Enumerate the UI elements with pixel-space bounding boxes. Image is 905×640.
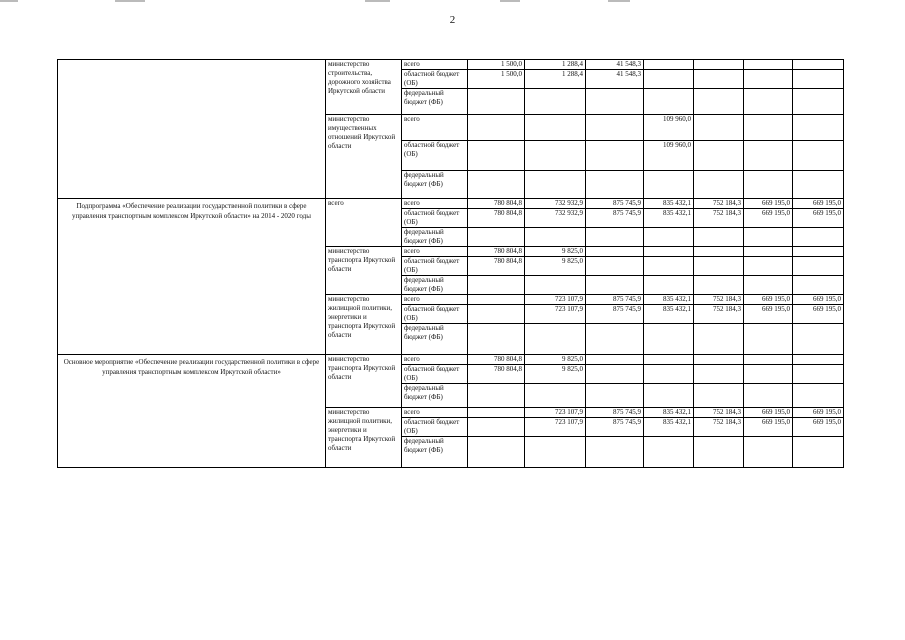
- amount-cell: 669 195,0: [744, 209, 793, 228]
- amount-cell: [694, 257, 744, 276]
- amount-cell: [644, 60, 694, 70]
- amount-cell: [744, 437, 793, 468]
- amount-cell: 835 432,1: [644, 295, 694, 305]
- amount-cell: 669 195,0: [793, 408, 844, 418]
- amount-cell: [468, 89, 525, 115]
- amount-cell: [586, 276, 644, 295]
- amount-cell: [644, 437, 694, 468]
- funding-source-cell: всего: [402, 355, 468, 365]
- amount-cell: [793, 247, 844, 257]
- amount-cell: [644, 247, 694, 257]
- amount-cell: [744, 228, 793, 247]
- amount-cell: [744, 60, 793, 70]
- amount-cell: 669 195,0: [744, 199, 793, 209]
- funding-source-cell: всего: [402, 115, 468, 141]
- amount-cell: 723 107,9: [525, 305, 586, 324]
- amount-cell: 109 960,0: [644, 141, 694, 171]
- amount-cell: [525, 228, 586, 247]
- amount-cell: [468, 305, 525, 324]
- funding-source-cell: областной бюджет (ОБ): [402, 365, 468, 384]
- amount-cell: 780 804,8: [468, 199, 525, 209]
- amount-cell: [644, 365, 694, 384]
- amount-cell: 41 548,3: [586, 70, 644, 89]
- amount-cell: [793, 276, 844, 295]
- amount-cell: [694, 437, 744, 468]
- amount-cell: 9 825,0: [525, 355, 586, 365]
- amount-cell: [468, 408, 525, 418]
- amount-cell: [525, 324, 586, 355]
- amount-cell: [744, 171, 793, 199]
- amount-cell: [468, 384, 525, 408]
- amount-cell: [586, 257, 644, 276]
- amount-cell: [793, 228, 844, 247]
- amount-cell: [525, 89, 586, 115]
- amount-cell: [644, 70, 694, 89]
- amount-cell: [468, 228, 525, 247]
- amount-cell: 835 432,1: [644, 408, 694, 418]
- amount-cell: [793, 355, 844, 365]
- amount-cell: [644, 89, 694, 115]
- funding-source-cell: всего: [402, 247, 468, 257]
- amount-cell: [744, 355, 793, 365]
- amount-cell: [793, 70, 844, 89]
- funding-source-cell: областной бюджет (ОБ): [402, 418, 468, 437]
- amount-cell: [694, 384, 744, 408]
- amount-cell: [468, 418, 525, 437]
- amount-cell: [694, 141, 744, 171]
- funding-source-cell: федеральный бюджет (ФБ): [402, 324, 468, 355]
- table-row: [58, 355, 844, 365]
- amount-cell: [586, 437, 644, 468]
- funding-source-cell: федеральный бюджет (ФБ): [402, 276, 468, 295]
- amount-cell: 780 804,8: [468, 355, 525, 365]
- funding-source-cell: федеральный бюджет (ФБ): [402, 384, 468, 408]
- amount-cell: [586, 141, 644, 171]
- amount-cell: 875 745,9: [586, 295, 644, 305]
- amount-cell: 41 548,3: [586, 60, 644, 70]
- executor-cell: министерство имущественных отношений Иркутской области: [326, 115, 402, 199]
- amount-cell: [468, 141, 525, 171]
- funding-source-cell: федеральный бюджет (ФБ): [402, 228, 468, 247]
- amount-cell: 723 107,9: [525, 408, 586, 418]
- amount-cell: [586, 365, 644, 384]
- page-number: 2: [449, 14, 456, 26]
- amount-cell: 9 825,0: [525, 257, 586, 276]
- amount-cell: [586, 247, 644, 257]
- funding-source-cell: федеральный бюджет (ФБ): [402, 89, 468, 115]
- amount-cell: 9 825,0: [525, 247, 586, 257]
- amount-cell: 875 745,9: [586, 418, 644, 437]
- amount-cell: [694, 70, 744, 89]
- amount-cell: [793, 171, 844, 199]
- amount-cell: [525, 115, 586, 141]
- scan-noise: [0, 0, 18, 2]
- amount-cell: [525, 141, 586, 171]
- amount-cell: 752 184,3: [694, 199, 744, 209]
- amount-cell: [586, 384, 644, 408]
- amount-cell: [793, 365, 844, 384]
- amount-cell: [586, 355, 644, 365]
- amount-cell: [694, 365, 744, 384]
- amount-cell: [468, 437, 525, 468]
- amount-cell: [694, 355, 744, 365]
- amount-cell: 780 804,8: [468, 365, 525, 384]
- funding-source-cell: федеральный бюджет (ФБ): [402, 437, 468, 468]
- funding-source-cell: федеральный бюджет (ФБ): [402, 171, 468, 199]
- amount-cell: 835 432,1: [644, 209, 694, 228]
- executor-cell: министерство жилищной политики, энергетики и транспорта Иркутской области: [326, 295, 402, 355]
- amount-cell: 109 960,0: [644, 115, 694, 141]
- amount-cell: 835 432,1: [644, 305, 694, 324]
- amount-cell: [793, 141, 844, 171]
- amount-cell: [525, 171, 586, 199]
- amount-cell: [586, 89, 644, 115]
- funding-source-cell: областной бюджет (ОБ): [402, 257, 468, 276]
- executor-cell: всего: [326, 199, 402, 247]
- amount-cell: [644, 171, 694, 199]
- amount-cell: [744, 324, 793, 355]
- amount-cell: [644, 228, 694, 247]
- amount-cell: [644, 384, 694, 408]
- amount-cell: 669 195,0: [793, 418, 844, 437]
- amount-cell: 732 932,9: [525, 209, 586, 228]
- table-row: [58, 199, 844, 209]
- amount-cell: 1 288,4: [525, 60, 586, 70]
- amount-cell: 1 500,0: [468, 70, 525, 89]
- amount-cell: 875 745,9: [586, 209, 644, 228]
- amount-cell: [694, 115, 744, 141]
- program-title-cell: [58, 60, 326, 199]
- amount-cell: 723 107,9: [525, 295, 586, 305]
- program-title-cell: Подпрограмма «Обеспечение реализации государственной политики в сфере управления транспортным комплексом Иркутской области» на 2014 - 2020 годы: [58, 199, 326, 355]
- amount-cell: [694, 228, 744, 247]
- amount-cell: [468, 171, 525, 199]
- amount-cell: [644, 324, 694, 355]
- table-row: [58, 60, 844, 70]
- funding-source-cell: областной бюджет (ОБ): [402, 141, 468, 171]
- executor-cell: министерство транспорта Иркутской области: [326, 355, 402, 408]
- amount-cell: [694, 171, 744, 199]
- amount-cell: 875 745,9: [586, 199, 644, 209]
- amount-cell: [793, 384, 844, 408]
- executor-cell: министерство транспорта Иркутской области: [326, 247, 402, 295]
- amount-cell: [744, 384, 793, 408]
- amount-cell: [644, 355, 694, 365]
- amount-cell: [525, 276, 586, 295]
- amount-cell: 669 195,0: [793, 305, 844, 324]
- amount-cell: [468, 115, 525, 141]
- amount-cell: [468, 276, 525, 295]
- amount-cell: 669 195,0: [744, 408, 793, 418]
- amount-cell: [744, 89, 793, 115]
- amount-cell: [793, 437, 844, 468]
- amount-cell: [793, 324, 844, 355]
- executor-cell: министерство строительства, дорожного хозяйства Иркутской области: [326, 60, 402, 115]
- amount-cell: [586, 324, 644, 355]
- amount-cell: [793, 115, 844, 141]
- amount-cell: 752 184,3: [694, 209, 744, 228]
- funding-source-cell: всего: [402, 408, 468, 418]
- amount-cell: 9 825,0: [525, 365, 586, 384]
- budget-table: [57, 59, 844, 468]
- funding-source-cell: областной бюджет (ОБ): [402, 305, 468, 324]
- funding-source-cell: всего: [402, 199, 468, 209]
- amount-cell: [744, 141, 793, 171]
- amount-cell: [744, 257, 793, 276]
- amount-cell: 835 432,1: [644, 418, 694, 437]
- amount-cell: 780 804,8: [468, 209, 525, 228]
- scan-noise: [608, 0, 630, 2]
- amount-cell: 780 804,8: [468, 247, 525, 257]
- amount-cell: 875 745,9: [586, 408, 644, 418]
- executor-cell: министерство жилищной политики, энергетики и транспорта Иркутской области: [326, 408, 402, 468]
- amount-cell: 835 432,1: [644, 199, 694, 209]
- amount-cell: [644, 276, 694, 295]
- scan-noise: [500, 0, 520, 2]
- amount-cell: 732 932,9: [525, 199, 586, 209]
- funding-source-cell: всего: [402, 295, 468, 305]
- amount-cell: [694, 60, 744, 70]
- amount-cell: [744, 276, 793, 295]
- amount-cell: [525, 384, 586, 408]
- amount-cell: 1 500,0: [468, 60, 525, 70]
- scan-noise: [115, 0, 145, 2]
- amount-cell: [586, 171, 644, 199]
- amount-cell: [468, 324, 525, 355]
- scan-noise: [365, 0, 390, 2]
- amount-cell: [744, 365, 793, 384]
- amount-cell: [694, 324, 744, 355]
- amount-cell: 752 184,3: [694, 305, 744, 324]
- amount-cell: 669 195,0: [793, 295, 844, 305]
- amount-cell: [744, 247, 793, 257]
- amount-cell: 723 107,9: [525, 418, 586, 437]
- amount-cell: 669 195,0: [744, 295, 793, 305]
- amount-cell: 669 195,0: [793, 209, 844, 228]
- amount-cell: [694, 247, 744, 257]
- program-title-cell: Основное мероприятие «Обеспечение реализации государственной политики в сфере управления транспортным комплексом Иркутской области»: [58, 355, 326, 468]
- amount-cell: 669 195,0: [744, 305, 793, 324]
- amount-cell: [793, 89, 844, 115]
- amount-cell: 669 195,0: [744, 418, 793, 437]
- amount-cell: 752 184,3: [694, 418, 744, 437]
- amount-cell: [644, 257, 694, 276]
- amount-cell: [586, 115, 644, 141]
- amount-cell: 752 184,3: [694, 408, 744, 418]
- amount-cell: 875 745,9: [586, 305, 644, 324]
- funding-source-cell: областной бюджет (ОБ): [402, 209, 468, 228]
- amount-cell: [744, 115, 793, 141]
- amount-cell: [525, 437, 586, 468]
- amount-cell: 780 804,8: [468, 257, 525, 276]
- amount-cell: 1 288,4: [525, 70, 586, 89]
- amount-cell: [793, 257, 844, 276]
- funding-source-cell: всего: [402, 60, 468, 70]
- amount-cell: [586, 228, 644, 247]
- amount-cell: [694, 276, 744, 295]
- amount-cell: [694, 89, 744, 115]
- amount-cell: [793, 60, 844, 70]
- amount-cell: [744, 70, 793, 89]
- amount-cell: 669 195,0: [793, 199, 844, 209]
- amount-cell: 752 184,3: [694, 295, 744, 305]
- amount-cell: [468, 295, 525, 305]
- funding-source-cell: областной бюджет (ОБ): [402, 70, 468, 89]
